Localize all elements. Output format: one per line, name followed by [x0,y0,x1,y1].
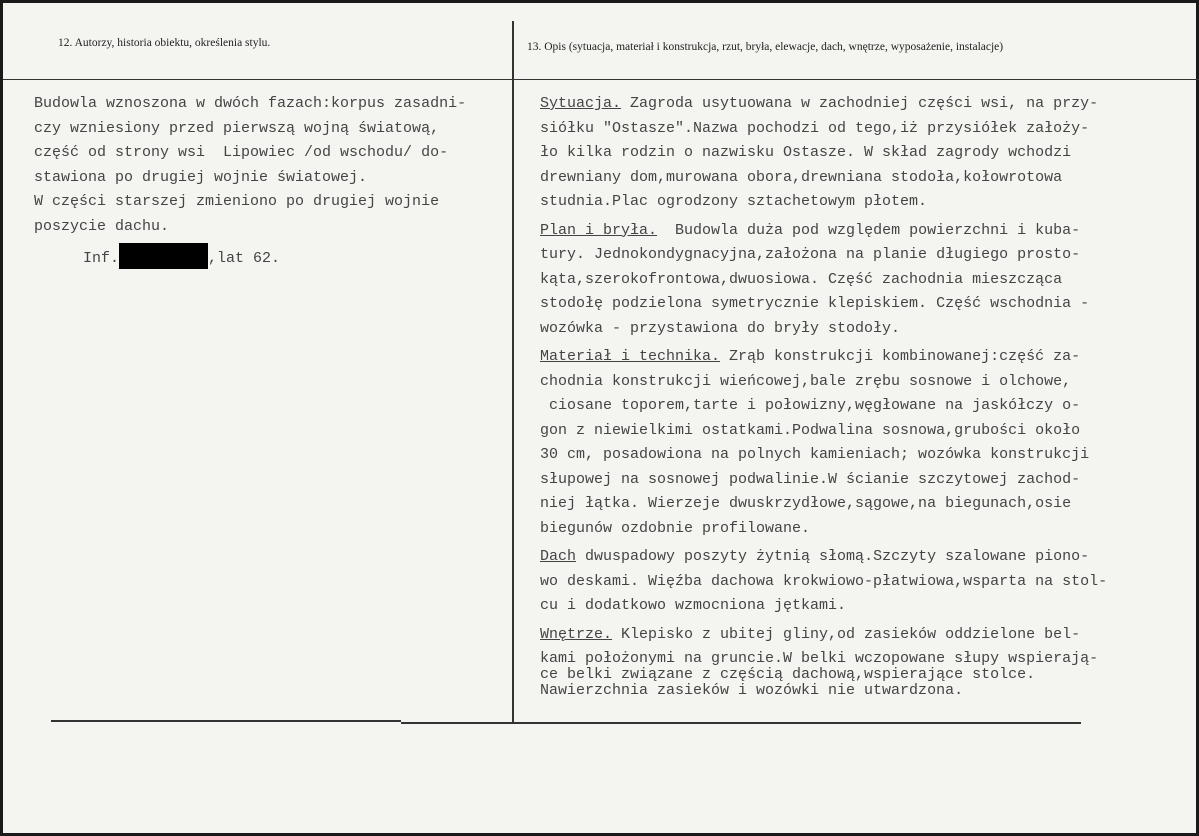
redaction-box [119,243,208,269]
section-plan [540,219,1180,342]
informant-suffix: ,lat 62. [208,250,281,267]
bottom-rule-right [401,722,1081,724]
section-heading: Sytuacja. [540,95,622,112]
section-line: wo deskami. Więźba dachowa krokwiowo-płatwiowa,wsparta na stol- [540,572,1108,590]
right-section-header: 13. Opis (sytuacja, materiał i konstrukcja, rzut, bryła, elewacje, dach, wnętrze, wyposażenie, instalacje) [527,41,1004,53]
section-line: cu i dodatkowo wzmocniona jętkami. [540,597,847,614]
section-heading: Plan i bryła. [540,221,658,239]
section-line: 30 cm, posadowiona na polnych kamieniach; wozówka konstrukcji [540,446,1090,463]
section-heading: Wnętrze. [540,625,613,643]
section-interior [540,623,1180,704]
description-text [540,92,1180,708]
section-line: siółku "Ostasze".Nazwa pochodzi od tego,iż przysiółek założy- [540,119,1090,137]
bottom-rule-left [51,720,401,722]
section-line: ce belki związane z częścią dachową,wspierające stolce. [540,665,1036,683]
history-line: Budowla wznoszona w dwóch fazach:korpus zasadni- [34,95,467,112]
section-line: słupowej na sosnowej podwalinie.W ścianie szczytowej zachod- [540,470,1081,488]
section-line: Klepisko z ubitej gliny,od zasieków oddzielone bel- [612,625,1081,643]
section-line: Zrąb konstrukcji kombinowanej:część za- [720,348,1081,365]
section-heading: Dach [540,548,577,565]
section-line: Budowla duża pod względem powierzchni i kuba- [657,221,1081,239]
section-line: niej łątka. Wierzeje dwuskrzydłowe,sągowe,na biegunach,osie [540,495,1072,512]
section-line: Nawierzchnia zasieków i wozówki nie utwardzona. [540,682,964,699]
section-line: tury. Jednokondygnacyjna,założona na planie długiego prosto- [540,246,1081,263]
history-text [34,92,514,272]
section-line: stodołę podzielona symetrycznie klepiskiem. Część wschodnia - [540,295,1090,312]
header-divider [3,79,1199,80]
section-line: ło kilka rodzin o nazwisku Ostasze. W skład zagrody wchodzi [540,144,1072,161]
section-line: kami położonymi na gruncie.W belki wczopowane słupy wspierają- [540,650,1099,667]
section-line: ciosane toporem,tarte i połowizny,węgłowane na jaskółczy o- [540,397,1081,414]
section-heading: Materiał i technika. [540,348,721,365]
section-line: chodnia konstrukcji wieńcowej,bale zrębu sosnowe i olchowe, [540,372,1072,390]
section-line: studnia.Plac ogrodzony sztachetowym płotem. [540,193,928,210]
section-line: drewniany dom,murowana obora,drewniana stodoła,kołowrotowa [540,168,1063,186]
history-line: W części starszej zmieniono po drugiej wojnie [34,193,440,210]
history-line: stawiona po drugiej wojnie światowej. [34,168,368,186]
section-line: Zagroda usytuowana w zachodniej części wsi, na przy- [621,95,1099,112]
section-line: kąta,szerokofrontowa,dwuosiowa. Część zachodnia mieszcząca [540,270,1063,288]
history-line: część od strony wsi Lipowiec /od wschodu/ do- [34,144,449,161]
section-line: gon z niewielkimi ostatkami.Podwalina sosnowa,grubości około [540,421,1081,439]
informant-line [34,243,514,272]
history-line: poszycie dachu. [34,217,170,235]
section-roof [540,545,1180,619]
history-line: czy wzniesiony przed pierwszą wojną światową, [34,119,440,137]
section-material [540,345,1180,541]
section-line: wozówka - przystawiona do bryły stodoły. [540,319,901,337]
left-section-header: 12. Autorzy, historia obiektu, określenia stylu. [58,37,271,49]
section-situation [540,92,1180,215]
informant-prefix: Inf. [83,250,120,267]
section-line: dwuspadowy poszyty żytnią słomą.Szczyty szalowane piono- [576,548,1090,565]
section-line: biegunów ozdobnie profilowane. [540,519,811,537]
